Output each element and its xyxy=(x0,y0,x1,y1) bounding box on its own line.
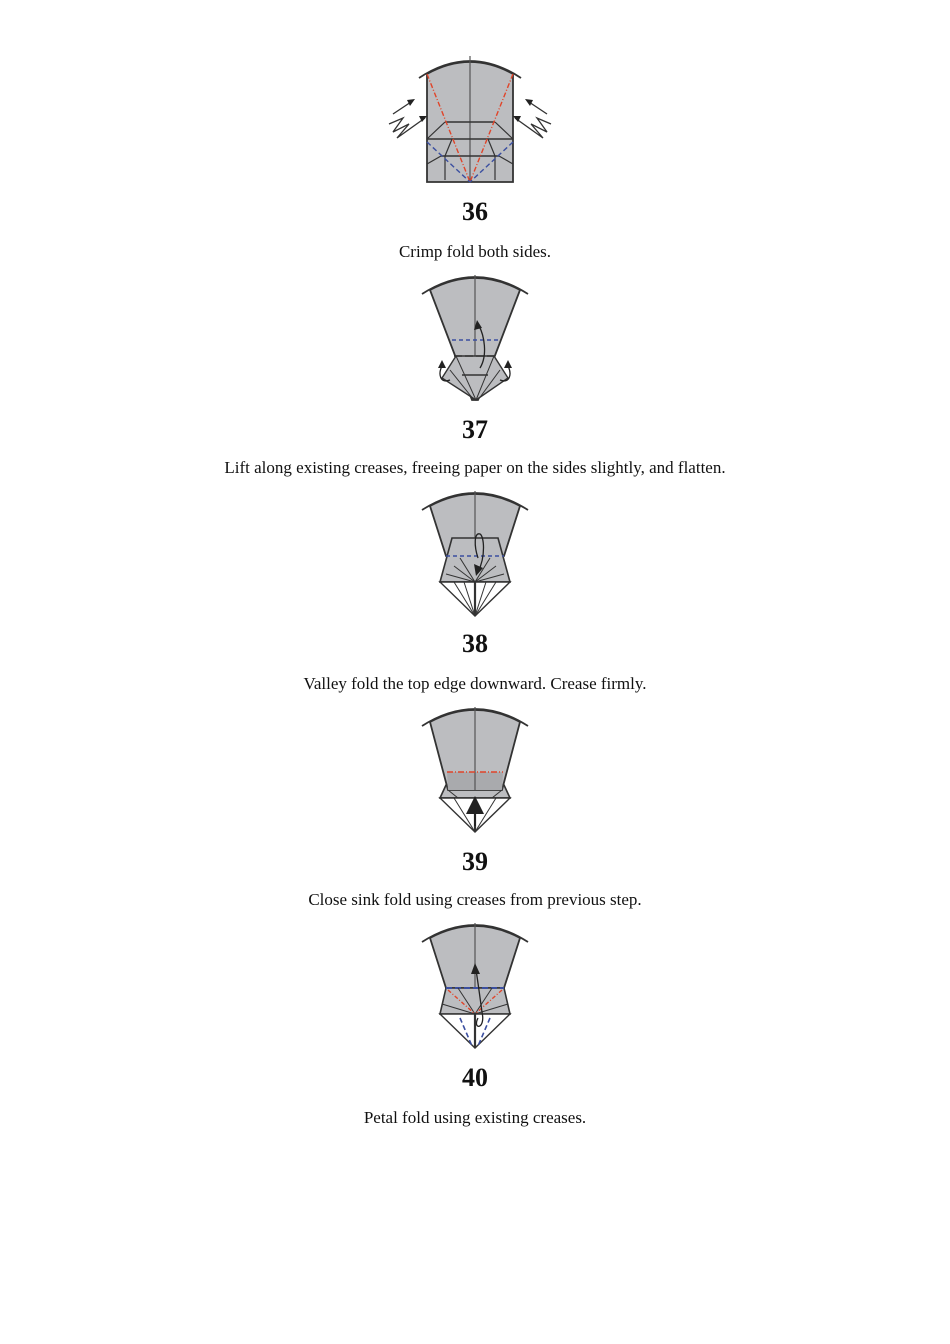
step-caption: Crimp fold both sides. xyxy=(398,242,552,261)
step-number: 36 xyxy=(462,197,488,226)
step-number: 39 xyxy=(462,847,488,876)
origami-lift-flatten-diagram-icon xyxy=(410,270,540,410)
origami-crimp-fold-diagram-icon xyxy=(385,52,565,192)
origami-valley-fold-diagram-icon xyxy=(410,486,540,626)
origami-sink-fold-diagram-icon xyxy=(410,702,540,842)
step-36-diagram xyxy=(0,52,950,192)
step-caption: Close sink fold using creases from previous step. xyxy=(308,890,642,909)
step-40-diagram xyxy=(0,918,950,1058)
step-number: 37 xyxy=(462,415,488,444)
step-37-diagram xyxy=(0,270,950,410)
step-39-diagram xyxy=(0,702,950,842)
step-caption: Valley fold the top edge downward. Crease firmly. xyxy=(303,674,647,693)
step-number: 38 xyxy=(462,629,488,658)
step-number: 40 xyxy=(462,1063,488,1092)
step-caption: Petal fold using existing creases. xyxy=(363,1108,587,1127)
step-38-diagram xyxy=(0,486,950,626)
step-caption: Lift along existing creases, freeing paper on the sides slightly, and flatten. xyxy=(224,458,726,477)
origami-petal-fold-diagram-icon xyxy=(410,918,540,1058)
